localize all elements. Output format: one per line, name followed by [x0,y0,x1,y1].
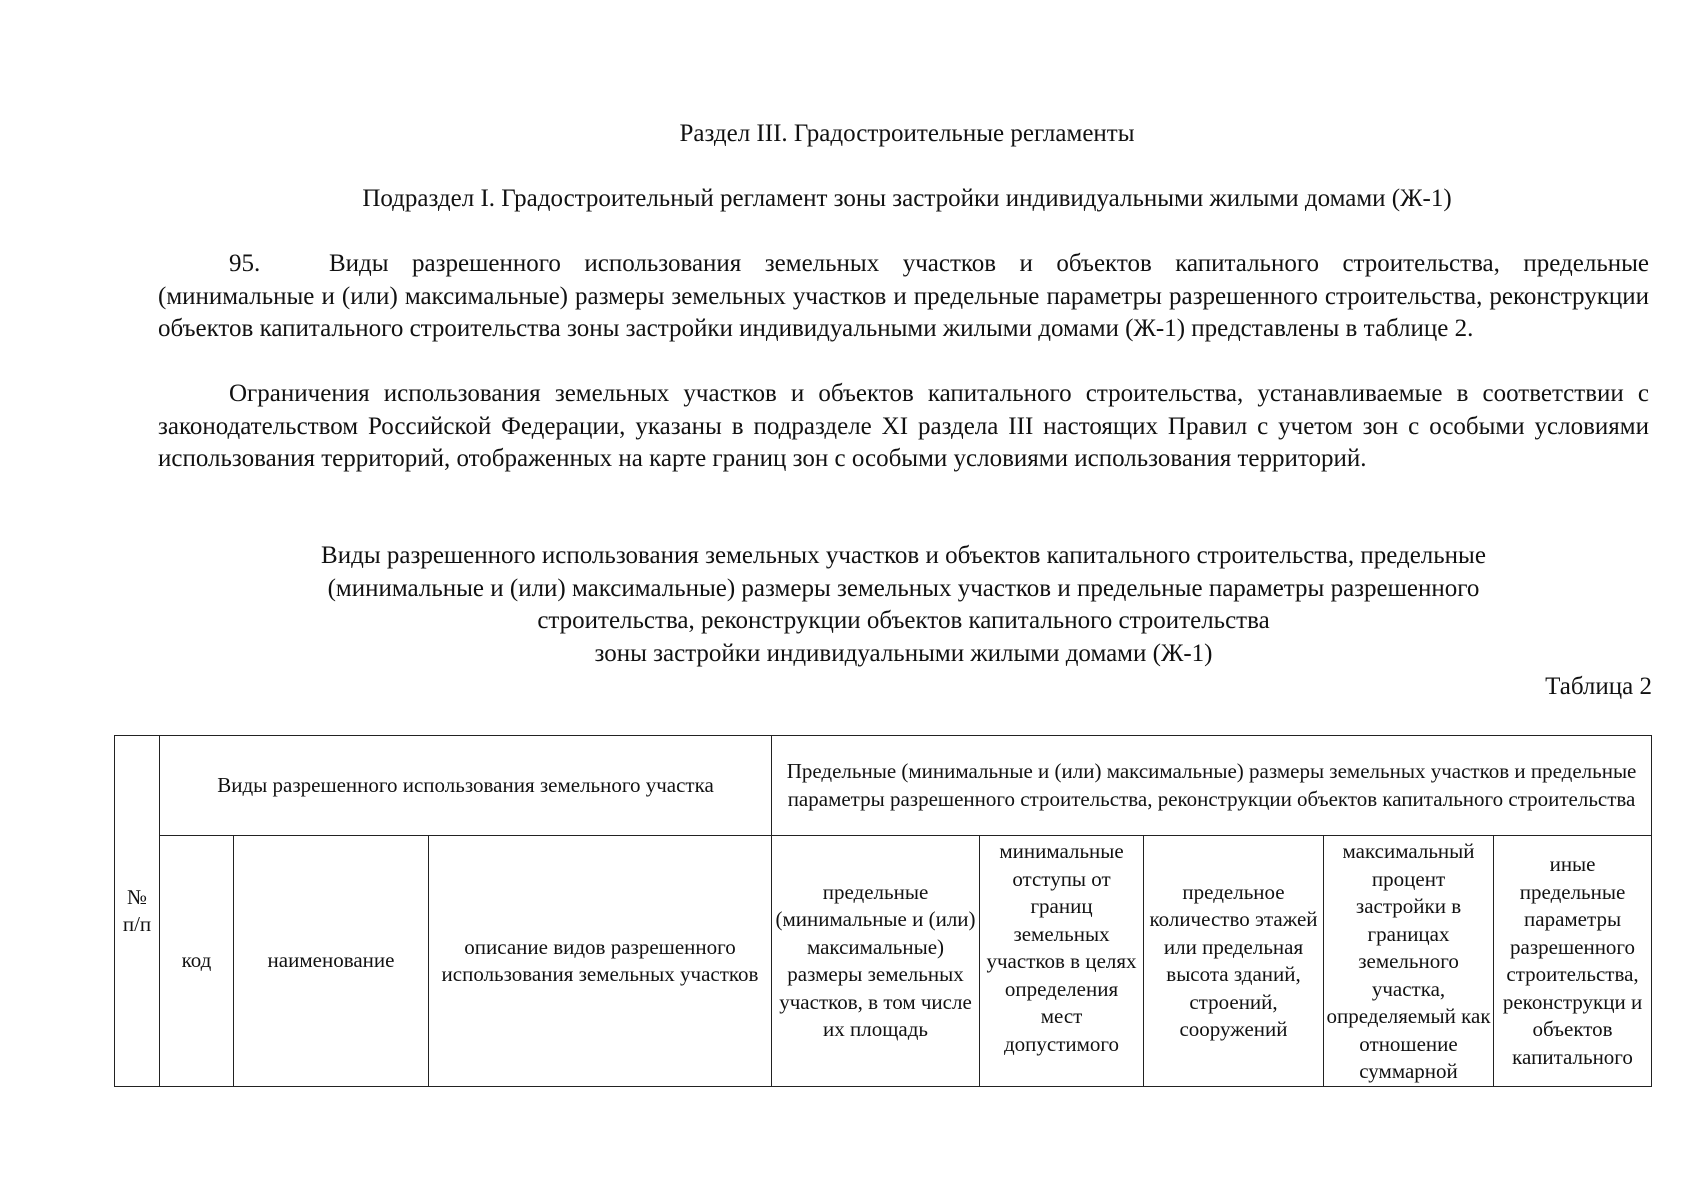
header-other-text: иные предельные параметры разрешенного строительства, реконструкци и объектов капитального [1502,852,1643,1069]
table-caption-line: (минимальные и (или) максимальные) размеры земельных участков и предельные параметры разрешенного [327,574,1480,602]
paragraph-limits-text: Ограничения использования земельных участков и объектов капитального строительства, устанавливаемые в соответствии с законодательством Российской Федерации, указаны в подразделе XI раздела III настоящих Правил с учетом зон с особыми условиями использования территорий, отображенных на карте границ зон с особыми условиями использования территорий. [158,380,1649,473]
table-caption-line: зоны застройки индивидуальными жилыми домами (Ж-1) [594,639,1213,667]
header-floors [1144,836,1324,1087]
paragraph-95 [158,248,1649,346]
header-name: наименование [234,836,429,1087]
header-setbacks-text: минимальные отступы от границ земельных участков в целях определения мест допустимого [986,839,1137,1056]
section-title: Раздел III. Градостроительные регламенты [679,120,1135,147]
paragraph-95-text: Виды разрешенного использования земельных участков и объектов капитального строительства, предельные (минимальные и (или) максимальные) размеры земельных участков и предельные параметры разрешенного строительства, реконструкции объектов капитального строительства зоны застройки индивидуальными жилыми домами (Ж-1) представлены в таблице 2. [158,250,1649,343]
paragraph-limits [158,378,1649,476]
table-caption [160,540,1647,670]
header-sizes [772,836,980,1087]
table-caption-line: строительства, реконструкции объектов капитального строительства [537,607,1270,635]
header-other [1494,836,1652,1087]
table-subheader-row [115,836,1652,1087]
header-floors-text: предельное количество этажей или предельная высота зданий, строений, сооружений [1149,879,1318,1041]
header-description: описание видов разрешенного использования земельных участков [429,836,772,1087]
header-code: код [160,836,234,1087]
header-group-limits: Предельные (минимальные и (или) максимальные) размеры земельных участков и предельные параметры разрешенного строительства, реконструкции объектов капитального строительства [772,736,1652,836]
subsection-title: Подраздел I. Градостроительный регламент зоны застройки индивидуальными жилыми домами (Ж-1) [362,185,1452,212]
header-group-uses: Виды разрешенного использования земельного участка [160,736,772,836]
header-coverage [1324,836,1494,1087]
header-coverage-text: максимальный процент застройки в границах земельного участка, определяемый как отношение суммарной [1326,839,1491,1083]
paragraph-number: 95. [229,250,261,277]
header-setbacks [980,836,1144,1087]
header-sizes-text: предельные (минимальные и (или) максимальные) размеры земельных участков, в том числе их площадь [775,879,976,1041]
table-header-row [115,736,1652,836]
header-number: № п/п [115,736,160,1087]
regulation-table [114,735,1652,1087]
table-caption-line: Виды разрешенного использования земельных участков и объектов капитального строительства, предельные [321,542,1486,569]
table-label: Таблица 2 [1545,673,1652,700]
